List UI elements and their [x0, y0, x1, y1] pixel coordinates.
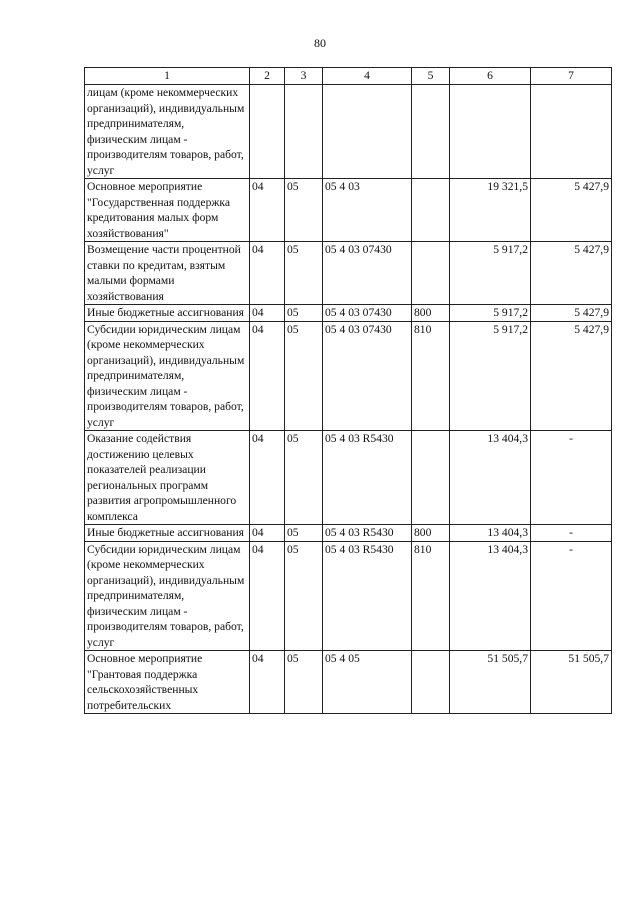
row-name: Иные бюджетные ассигнования: [85, 525, 250, 542]
row-section: 04: [250, 242, 285, 305]
row-name: Оказание содействия достижению целевых показателей реализации региональных программ развития агропромышленного комплекса: [85, 431, 250, 525]
row-amount-col6: 13 404,3: [450, 431, 531, 525]
table-row: [85, 431, 612, 525]
table-row: [85, 242, 612, 305]
row-amount-col6: 13 404,3: [450, 541, 531, 651]
row-name: Иные бюджетные ассигнования: [85, 305, 250, 322]
row-expense-type: [412, 651, 450, 714]
row-subsection: 05: [285, 651, 323, 714]
row-target-article: 05 4 03 07430: [323, 305, 412, 322]
row-name: Субсидии юридическим лицам (кроме некоммерческих организаций), индивидуальным предпринимателям, физическим лицам - производителям товаров, работ, услуг: [85, 541, 250, 651]
row-subsection: 05: [285, 321, 323, 431]
header-col-5: 5: [412, 68, 450, 85]
row-section: 04: [250, 179, 285, 242]
row-amount-col6: 5 917,2: [450, 305, 531, 322]
row-amount-col6: [450, 85, 531, 179]
table-row: [85, 321, 612, 431]
row-subsection: 05: [285, 242, 323, 305]
table-row: [85, 541, 612, 651]
table-row: [85, 85, 612, 179]
row-amount-col7: 5 427,9: [531, 305, 612, 322]
row-subsection: 05: [285, 541, 323, 651]
row-name: Субсидии юридическим лицам (кроме некоммерческих организаций), индивидуальным предпринимателям, физическим лицам - производителям товаров, работ, услуг: [85, 321, 250, 431]
row-expense-type: 800: [412, 305, 450, 322]
row-section: 04: [250, 651, 285, 714]
row-name: Основное мероприятие "Государственная поддержка кредитования малых форм хозяйствования": [85, 179, 250, 242]
row-name: лицам (кроме некоммерческих организаций), индивидуальным предпринимателям, физическим лицам - производителям товаров, работ, услуг: [85, 85, 250, 179]
row-amount-col6: 13 404,3: [450, 525, 531, 542]
row-target-article: 05 4 03 R5430: [323, 525, 412, 542]
row-name: Основное мероприятие "Грантовая поддержка сельскохозяйственных потребительских: [85, 651, 250, 714]
row-target-article: 05 4 03 07430: [323, 242, 412, 305]
row-subsection: 05: [285, 431, 323, 525]
table-row: [85, 525, 612, 542]
header-col-7: 7: [531, 68, 612, 85]
row-amount-col6: 19 321,5: [450, 179, 531, 242]
header-col-4: 4: [323, 68, 412, 85]
row-section: 04: [250, 431, 285, 525]
row-expense-type: 810: [412, 321, 450, 431]
row-section: [250, 85, 285, 179]
row-section: 04: [250, 321, 285, 431]
row-amount-col6: 51 505,7: [450, 651, 531, 714]
row-expense-type: 810: [412, 541, 450, 651]
row-expense-type: [412, 179, 450, 242]
row-target-article: 05 4 03: [323, 179, 412, 242]
row-section: 04: [250, 525, 285, 542]
row-expense-type: [412, 431, 450, 525]
table-row: [85, 305, 612, 322]
row-section: 04: [250, 305, 285, 322]
row-target-article: 05 4 03 07430: [323, 321, 412, 431]
row-target-article: [323, 85, 412, 179]
header-col-2: 2: [250, 68, 285, 85]
row-expense-type: [412, 85, 450, 179]
row-subsection: [285, 85, 323, 179]
table-row: [85, 179, 612, 242]
row-expense-type: 800: [412, 525, 450, 542]
row-expense-type: [412, 242, 450, 305]
table-header-row: [85, 68, 612, 85]
row-section: 04: [250, 541, 285, 651]
row-amount-col7: -: [531, 541, 612, 651]
row-target-article: 05 4 05: [323, 651, 412, 714]
row-amount-col6: 5 917,2: [450, 242, 531, 305]
row-amount-col7: 5 427,9: [531, 321, 612, 431]
row-amount-col7: 5 427,9: [531, 242, 612, 305]
row-amount-col7: 5 427,9: [531, 179, 612, 242]
header-col-6: 6: [450, 68, 531, 85]
row-subsection: 05: [285, 525, 323, 542]
header-col-1: 1: [85, 68, 250, 85]
row-amount-col7: -: [531, 431, 612, 525]
header-col-3: 3: [285, 68, 323, 85]
row-subsection: 05: [285, 179, 323, 242]
row-target-article: 05 4 03 R5430: [323, 431, 412, 525]
table-row: [85, 651, 612, 714]
budget-table: [84, 67, 612, 714]
row-amount-col7: 51 505,7: [531, 651, 612, 714]
row-amount-col6: 5 917,2: [450, 321, 531, 431]
row-target-article: 05 4 03 R5430: [323, 541, 412, 651]
row-name: Возмещение части процентной ставки по кредитам, взятым малыми формами хозяйствования: [85, 242, 250, 305]
row-amount-col7: -: [531, 525, 612, 542]
page-number: 80: [314, 36, 326, 50]
row-amount-col7: [531, 85, 612, 179]
row-subsection: 05: [285, 305, 323, 322]
